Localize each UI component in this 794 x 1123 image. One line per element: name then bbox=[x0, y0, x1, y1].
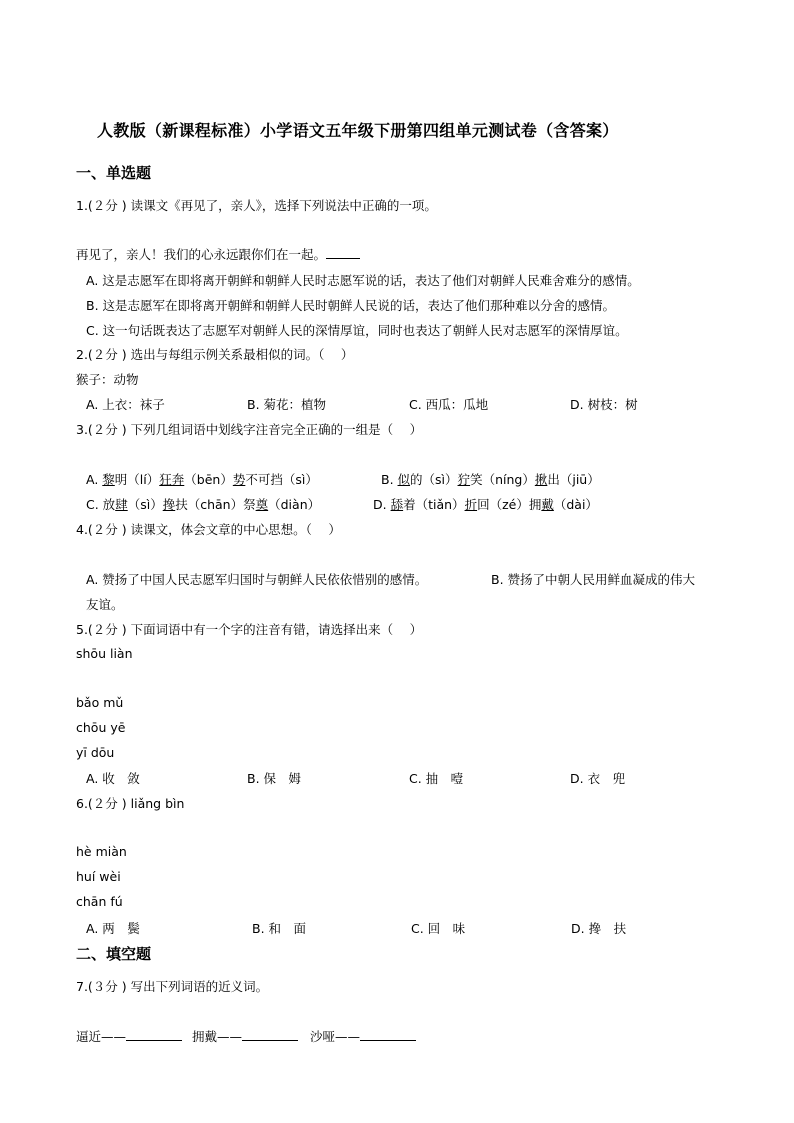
question-3-option-b[interactable] bbox=[381, 470, 600, 488]
question-2-option-c[interactable]: C. 西瓜：瓜地 bbox=[409, 397, 489, 412]
question-2-stem: 2.(２分 ) 选出与每组示例关系最相似的词。（ ） bbox=[76, 347, 354, 362]
underlined-char: 揪 bbox=[534, 472, 548, 487]
question-5-option-b[interactable]: B. 保 姆 bbox=[247, 771, 302, 786]
question-5-option-c[interactable]: C. 抽 噎 bbox=[409, 771, 464, 786]
option-text: B. bbox=[381, 472, 398, 487]
question-1-stem: 1.(２分 ) 读课文《再见了，亲人》，选择下列说法中正确的一项。 bbox=[76, 198, 437, 213]
underlined-char: 搀 bbox=[162, 497, 176, 512]
question-3-stem: 3.(２分 ) 下列几组词语中划线字注音完全正确的一组是（ ） bbox=[76, 422, 423, 437]
question-4-option-b[interactable]: B. 赞扬了中朝人民用鲜血凝成的伟大 bbox=[491, 572, 696, 587]
question-6-option-b[interactable]: B. 和 面 bbox=[252, 921, 307, 936]
option-text: C. 放 bbox=[86, 497, 116, 512]
answer-blank[interactable] bbox=[360, 1028, 416, 1041]
question-6-option-c[interactable]: C. 回 味 bbox=[411, 921, 466, 936]
option-text: 明（lí） bbox=[114, 472, 160, 487]
question-5-option-a[interactable]: A. 收 敛 bbox=[86, 771, 140, 786]
underlined-char: 折 bbox=[464, 497, 478, 512]
option-text: 不可挡（sì） bbox=[245, 472, 318, 487]
question-3-option-c[interactable] bbox=[86, 495, 320, 513]
option-text: （dài） bbox=[553, 497, 598, 512]
page-title: 人教版（新课程标准）小学语文五年级下册第四组单元测试卷（含答案） bbox=[97, 121, 619, 140]
question-7-stem: 7.(３分 ) 写出下列词语的近义词。 bbox=[76, 979, 269, 994]
option-text: （diàn） bbox=[268, 497, 321, 512]
option-text: 出（jiū） bbox=[547, 472, 600, 487]
question-1-quote bbox=[76, 245, 360, 263]
question-4-stem: 4.(２分 ) 读课文，体会文章的中心思想。（ ） bbox=[76, 522, 341, 537]
underlined-char: 戴 bbox=[541, 497, 554, 512]
answer-blank[interactable] bbox=[126, 1028, 182, 1041]
option-text: 回（zé）拥 bbox=[477, 497, 542, 512]
question-1-option-b[interactable]: B. 这是志愿军在即将离开朝鲜和朝鲜人民时朝鲜人民说的话，表达了他们那种难以分舍的感情。 bbox=[86, 298, 616, 313]
question-2-option-b[interactable]: B. 菊花：植物 bbox=[247, 397, 327, 412]
option-text: 的（sì） bbox=[410, 472, 458, 487]
underlined-char: 狂奔 bbox=[159, 472, 185, 487]
question-1-option-c[interactable]: C. 这一句话既表达了志愿军对朝鲜人民的深情厚谊，同时也表达了朝鲜人民对志愿军的深情厚谊。 bbox=[86, 323, 628, 338]
underlined-char: 舔 bbox=[390, 497, 404, 512]
synonym-prompt: 拥戴—— bbox=[192, 1029, 243, 1044]
underlined-char: 狞 bbox=[457, 472, 471, 487]
question-6-stem: 6.(２分 ) liǎng bìn bbox=[76, 796, 185, 811]
question-5-stem: 5.(２分 ) 下面词语中有一个字的注音有错，请选择出来（ ） bbox=[76, 622, 423, 637]
underlined-char: 似 bbox=[397, 472, 411, 487]
option-text: （sì） bbox=[127, 497, 163, 512]
question-2-option-a[interactable]: A. 上衣：袜子 bbox=[86, 397, 165, 412]
question-6-option-a[interactable]: A. 两 鬓 bbox=[86, 921, 140, 936]
question-1-option-a[interactable]: A. 这是志愿军在即将离开朝鲜和朝鲜人民时志愿军说的话，表达了他们对朝鲜人民难舍难分的感情。 bbox=[86, 273, 640, 288]
option-text: D. bbox=[373, 497, 391, 512]
question-5-option-d[interactable]: D. 衣 兜 bbox=[570, 771, 626, 786]
answer-blank[interactable] bbox=[326, 246, 360, 259]
question-4-option-b-continued: 友谊。 bbox=[86, 597, 124, 612]
question-6-option-d[interactable]: D. 搀 扶 bbox=[571, 921, 627, 936]
question-7-answers bbox=[76, 1027, 416, 1045]
pinyin-line: huí wèi bbox=[76, 869, 121, 884]
underlined-char: 奠 bbox=[255, 497, 269, 512]
synonym-prompt: 沙哑—— bbox=[310, 1029, 361, 1044]
option-text: A. bbox=[86, 472, 103, 487]
pinyin-line: chān fú bbox=[76, 894, 123, 909]
pinyin-line: chōu yē bbox=[76, 720, 126, 735]
question-3-option-a[interactable] bbox=[86, 470, 318, 488]
synonym-prompt: 逼近—— bbox=[76, 1029, 127, 1044]
underlined-char: 势 bbox=[232, 472, 246, 487]
underlined-char: 肆 bbox=[115, 497, 128, 512]
question-3-option-d[interactable] bbox=[373, 495, 598, 513]
pinyin-line: bǎo mǔ bbox=[76, 695, 124, 710]
section-heading-fill-in: 二、填空题 bbox=[76, 945, 152, 963]
answer-blank[interactable] bbox=[242, 1028, 298, 1041]
question-2-option-d[interactable]: D. 树枝：树 bbox=[570, 397, 638, 412]
pinyin-line: hè miàn bbox=[76, 844, 127, 859]
question-1-quote-text: 再见了，亲人！我们的心永远跟你们在一起。 bbox=[76, 247, 327, 262]
section-heading-single-choice: 一、单选题 bbox=[76, 164, 152, 182]
option-text: 笑（níng） bbox=[470, 472, 535, 487]
option-text: 着（tiǎn） bbox=[403, 497, 465, 512]
underlined-char: 黎 bbox=[102, 472, 115, 487]
pinyin-line: shōu liàn bbox=[76, 646, 133, 661]
pinyin-line: yī dōu bbox=[76, 745, 115, 760]
option-text: 扶（chān）祭 bbox=[175, 497, 256, 512]
option-text: （bēn） bbox=[184, 472, 233, 487]
question-2-example: 猴子：动物 bbox=[76, 372, 139, 387]
question-4-option-a[interactable]: A. 赞扬了中国人民志愿军归国时与朝鲜人民依依惜别的感情。 bbox=[86, 572, 428, 587]
